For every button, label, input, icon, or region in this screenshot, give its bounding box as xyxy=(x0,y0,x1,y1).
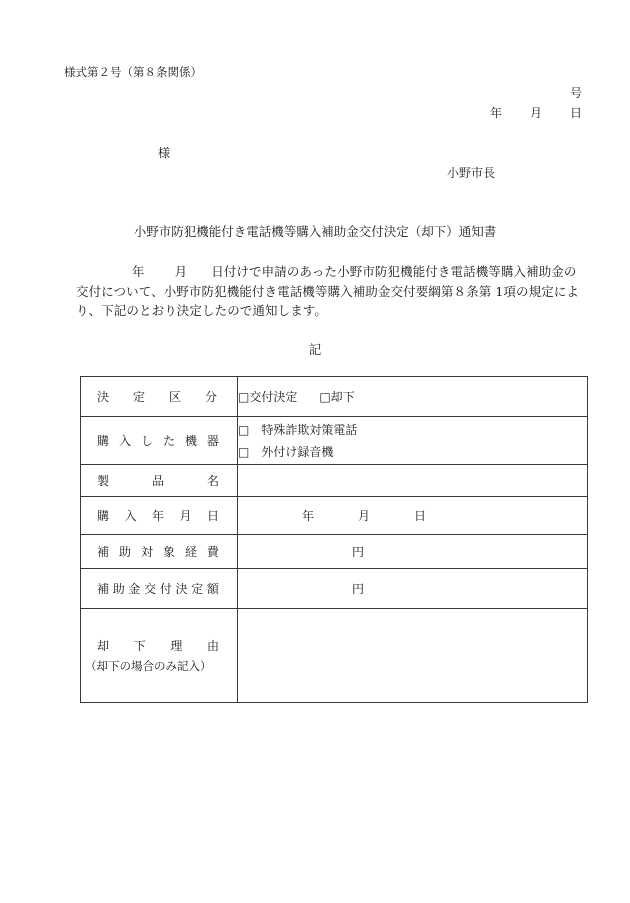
label-char: 額 xyxy=(206,582,219,596)
checkbox-external-recorder[interactable]: □ 外付け録音機 xyxy=(238,444,334,459)
value-reason[interactable] xyxy=(238,609,588,703)
label-char: 下 xyxy=(133,639,146,653)
recipient-name: 様 xyxy=(158,146,171,160)
label-product xyxy=(81,465,238,497)
label-char: 区 xyxy=(168,390,181,404)
body-year: 年 xyxy=(132,264,145,279)
label-char: 助 xyxy=(118,545,131,559)
label-char: 付 xyxy=(159,582,172,596)
body-paragraph xyxy=(76,262,588,321)
label-char: 象 xyxy=(162,545,175,559)
table-row-amount xyxy=(81,569,588,609)
label-char: 定 xyxy=(191,582,204,596)
label-char: 日 xyxy=(206,509,219,523)
label-char: 月 xyxy=(179,509,192,523)
table-row-cost xyxy=(81,535,588,569)
label-char: 決 xyxy=(175,582,188,596)
label-device xyxy=(81,417,238,465)
table-row-product xyxy=(81,465,588,497)
issue-date xyxy=(490,104,582,121)
label-char: 理 xyxy=(170,639,183,653)
label-char: 補 xyxy=(97,545,110,559)
cost-unit: 円 xyxy=(352,545,365,559)
label-char: 製 xyxy=(97,474,110,488)
document-title: 小野市防犯機能付き電話機等購入補助金交付決定（却下）通知書 xyxy=(133,224,497,239)
reason-note: （却下の場合のみ記入） xyxy=(85,659,212,673)
value-cost[interactable] xyxy=(238,535,588,569)
checkbox-anti-fraud-phone[interactable]: □ 特殊詐欺対策電話 xyxy=(238,422,358,437)
label-char: 器 xyxy=(206,434,219,448)
label-char: 対 xyxy=(140,545,153,559)
document-number: 号 xyxy=(569,86,582,100)
label-char: 決 xyxy=(97,390,110,404)
issue-date-day: 日 xyxy=(569,106,582,120)
table-row-purchase-date xyxy=(81,497,588,535)
amount-unit: 円 xyxy=(352,582,365,596)
purchase-month: 月 xyxy=(358,509,371,523)
label-char: 費 xyxy=(206,545,219,559)
label-char: 購 xyxy=(97,434,110,448)
label-char: 助 xyxy=(112,582,125,596)
label-char: 購 xyxy=(97,509,110,523)
label-char: 却 xyxy=(97,639,110,653)
table-row-decision xyxy=(81,377,588,417)
purchase-day: 日 xyxy=(414,509,427,523)
table-row-reason xyxy=(81,609,588,703)
label-reason xyxy=(81,609,238,703)
label-char: 分 xyxy=(204,390,217,404)
value-decision xyxy=(238,377,588,417)
sender-name: 小野市長 xyxy=(447,166,496,180)
decision-table xyxy=(80,376,588,703)
value-purchase-date[interactable] xyxy=(238,497,588,535)
body-text: 日付けで申請のあった小野市防犯機能付き電話機等購入補助金の交付について、小野市防犯機能付き電話機等購入補助金交付要綱第８条第 1項の規定により、下記のとおり決定したので通知します。 xyxy=(76,264,580,318)
value-product[interactable] xyxy=(238,465,588,497)
value-amount[interactable] xyxy=(238,569,588,609)
purchase-year: 年 xyxy=(302,509,315,523)
label-char: 名 xyxy=(206,474,219,488)
label-char: 交 xyxy=(144,582,157,596)
form-number-label: 様式第２号（第８条関係） xyxy=(64,65,202,79)
checkbox-grant[interactable]: □交付決定 xyxy=(238,390,298,404)
label-amount xyxy=(81,569,238,609)
label-cost xyxy=(81,535,238,569)
label-char: 金 xyxy=(128,582,141,596)
label-char: し xyxy=(140,434,153,448)
label-char: 機 xyxy=(184,434,197,448)
label-char: 補 xyxy=(97,582,110,596)
label-char: 品 xyxy=(151,474,164,488)
issue-date-month: 月 xyxy=(529,106,542,120)
ki-heading: 記 xyxy=(308,342,322,357)
body-month: 月 xyxy=(174,264,188,279)
label-char: 定 xyxy=(132,390,145,404)
table-row-device xyxy=(81,417,588,465)
label-char: 経 xyxy=(184,545,197,559)
value-device xyxy=(238,417,588,465)
label-purchase-date xyxy=(81,497,238,535)
label-char: た xyxy=(162,434,175,448)
label-char: 入 xyxy=(118,434,131,448)
issue-date-year: 年 xyxy=(489,106,502,120)
label-decision xyxy=(81,377,238,417)
label-char: 年 xyxy=(151,509,164,523)
label-char: 由 xyxy=(206,639,219,653)
label-char: 入 xyxy=(124,509,137,523)
checkbox-reject[interactable]: □却下 xyxy=(319,390,355,404)
